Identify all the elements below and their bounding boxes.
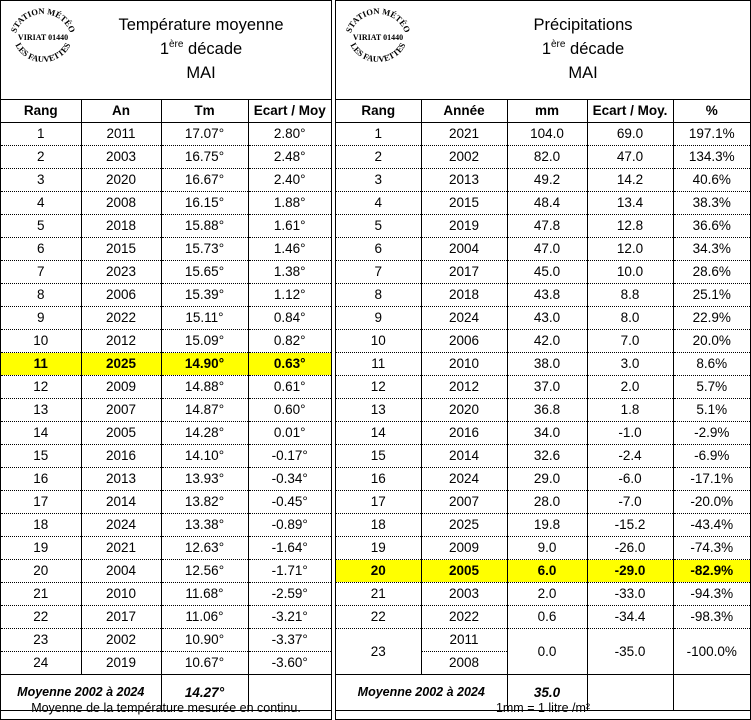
precipitation-cell: 6 bbox=[336, 238, 421, 261]
temperature-footer: Moyenne de la température mesurée en continu. bbox=[31, 701, 301, 715]
precipitation-cell: 2020 bbox=[421, 399, 507, 422]
precipitation-cell: 22 bbox=[336, 606, 421, 629]
precipitation-cell: 20 bbox=[336, 560, 421, 583]
temperature-cell: -1.71° bbox=[248, 560, 331, 583]
station-stamp-logo bbox=[5, 4, 81, 70]
precipitation-row bbox=[336, 238, 750, 261]
temperature-row bbox=[1, 629, 331, 652]
temperature-cell: 13.82° bbox=[161, 491, 248, 514]
precipitation-cell: -82.9% bbox=[673, 560, 750, 583]
precipitation-cell: 5.7% bbox=[673, 376, 750, 399]
temperature-cell: 14.90° bbox=[161, 353, 248, 376]
temperature-table bbox=[1, 100, 331, 711]
precipitation-cell: 36.6% bbox=[673, 215, 750, 238]
precipitation-cell: 19 bbox=[336, 537, 421, 560]
temperature-cell: -0.89° bbox=[248, 514, 331, 537]
precipitation-cell: -74.3% bbox=[673, 537, 750, 560]
temperature-cell: 0.01° bbox=[248, 422, 331, 445]
precipitation-table bbox=[336, 100, 750, 711]
precipitation-cell: -26.0 bbox=[587, 537, 673, 560]
precipitation-cell: 2018 bbox=[421, 284, 507, 307]
precipitation-cell: 38.0 bbox=[507, 353, 587, 376]
temperature-title: Température moyenne bbox=[118, 16, 284, 34]
temperature-cell: 2013 bbox=[81, 468, 161, 491]
svg-text:VIRIAT 01440: VIRIAT 01440 bbox=[17, 33, 69, 42]
temperature-cell: 19 bbox=[1, 537, 81, 560]
temperature-cell: 15.11° bbox=[161, 307, 248, 330]
temperature-cell: -1.64° bbox=[248, 537, 331, 560]
precipitation-cell: -1.0 bbox=[587, 422, 673, 445]
temperature-cell: 2011 bbox=[81, 123, 161, 146]
temperature-cell: 2009 bbox=[81, 376, 161, 399]
temperature-cell: -0.34° bbox=[248, 468, 331, 491]
precipitation-row bbox=[336, 537, 750, 560]
precipitation-cell: -29.0 bbox=[587, 560, 673, 583]
temperature-cell: 2.48° bbox=[248, 146, 331, 169]
temperature-cell: 2.80° bbox=[248, 123, 331, 146]
temperature-row bbox=[1, 560, 331, 583]
col-ecart: Ecart / Moy. bbox=[587, 100, 673, 123]
precipitation-cell: 104.0 bbox=[507, 123, 587, 146]
precipitation-cell: -6.0 bbox=[587, 468, 673, 491]
precipitation-cell: 82.0 bbox=[507, 146, 587, 169]
tie-pct: -100.0% bbox=[673, 629, 750, 675]
precipitation-row bbox=[336, 192, 750, 215]
precipitation-cell: 2015 bbox=[421, 192, 507, 215]
precipitation-cell: 2024 bbox=[421, 468, 507, 491]
precipitation-cell: 2007 bbox=[421, 491, 507, 514]
precipitation-header bbox=[336, 1, 750, 100]
temperature-cell: 1.61° bbox=[248, 215, 331, 238]
temperature-decade: 1ère décade bbox=[159, 39, 243, 58]
precipitation-cell: 16 bbox=[336, 468, 421, 491]
temperature-cell: 6 bbox=[1, 238, 81, 261]
temperature-cell: 2002 bbox=[81, 629, 161, 652]
precipitation-cell: 25.1% bbox=[673, 284, 750, 307]
precipitation-row bbox=[336, 491, 750, 514]
temperature-cell: 16.67° bbox=[161, 169, 248, 192]
precipitation-cell: 10.0 bbox=[587, 261, 673, 284]
temperature-row bbox=[1, 468, 331, 491]
temperature-cell: 2014 bbox=[81, 491, 161, 514]
precipitation-cell: 2022 bbox=[421, 606, 507, 629]
precipitation-cell: 49.2 bbox=[507, 169, 587, 192]
temperature-cell: 8 bbox=[1, 284, 81, 307]
precipitation-cell: 2005 bbox=[421, 560, 507, 583]
precipitation-cell: 0.6 bbox=[507, 606, 587, 629]
precipitation-row bbox=[336, 514, 750, 537]
temperature-cell: 16 bbox=[1, 468, 81, 491]
precipitation-cell: 8.0 bbox=[587, 307, 673, 330]
temperature-cell: 22 bbox=[1, 606, 81, 629]
precipitation-cell: 14 bbox=[336, 422, 421, 445]
temperature-cell: 2020 bbox=[81, 169, 161, 192]
precipitation-cell: 22.9% bbox=[673, 307, 750, 330]
temperature-cell: 13 bbox=[1, 399, 81, 422]
temperature-cell: 14 bbox=[1, 422, 81, 445]
precipitation-cell: 12 bbox=[336, 376, 421, 399]
precipitation-cell: -33.0 bbox=[587, 583, 673, 606]
temperature-row bbox=[1, 123, 331, 146]
temperature-row bbox=[1, 307, 331, 330]
temperature-cell: 13.38° bbox=[161, 514, 248, 537]
col-mm: mm bbox=[507, 100, 587, 123]
temperature-cell: 11.68° bbox=[161, 583, 248, 606]
temperature-cell: 16.75° bbox=[161, 146, 248, 169]
precipitation-cell: 14.2 bbox=[587, 169, 673, 192]
precipitation-row bbox=[336, 560, 750, 583]
temperature-row bbox=[1, 215, 331, 238]
temperature-cell: 9 bbox=[1, 307, 81, 330]
precipitation-row bbox=[336, 606, 750, 629]
precipitation-row bbox=[336, 215, 750, 238]
precipitation-cell: 43.8 bbox=[507, 284, 587, 307]
precipitation-cell: 2009 bbox=[421, 537, 507, 560]
precipitation-cell: 15 bbox=[336, 445, 421, 468]
temperature-cell: 24 bbox=[1, 652, 81, 675]
temperature-cell: 2006 bbox=[81, 284, 161, 307]
temperature-cell: 4 bbox=[1, 192, 81, 215]
temperature-cell: 0.63° bbox=[248, 353, 331, 376]
precipitation-row bbox=[336, 307, 750, 330]
precipitation-cell: 197.1% bbox=[673, 123, 750, 146]
station-stamp-logo bbox=[340, 4, 416, 70]
precipitation-cell: 36.8 bbox=[507, 399, 587, 422]
temperature-cell: 12.56° bbox=[161, 560, 248, 583]
temperature-cell: 11.06° bbox=[161, 606, 248, 629]
temperature-row bbox=[1, 284, 331, 307]
svg-text:LES FAUVETTES: LES FAUVETTES bbox=[13, 40, 73, 65]
precipitation-cell: 8 bbox=[336, 284, 421, 307]
precipitation-cell: 2012 bbox=[421, 376, 507, 399]
temperature-cell: 0.60° bbox=[248, 399, 331, 422]
temperature-cell: 16.15° bbox=[161, 192, 248, 215]
precipitation-cell: 37.0 bbox=[507, 376, 587, 399]
temperature-cell: 15.73° bbox=[161, 238, 248, 261]
precipitation-cell: 34.3% bbox=[673, 238, 750, 261]
precipitation-row bbox=[336, 330, 750, 353]
precipitation-cell: 9.0 bbox=[507, 537, 587, 560]
temperature-cell: 1.38° bbox=[248, 261, 331, 284]
temperature-cell: 2010 bbox=[81, 583, 161, 606]
temperature-row bbox=[1, 192, 331, 215]
temperature-cell: -2.59° bbox=[248, 583, 331, 606]
precipitation-cell: 2.0 bbox=[507, 583, 587, 606]
temperature-row bbox=[1, 583, 331, 606]
temperature-cell: 2007 bbox=[81, 399, 161, 422]
col-rang: Rang bbox=[336, 100, 421, 123]
precipitation-cell: 32.6 bbox=[507, 445, 587, 468]
precipitation-cell: 10 bbox=[336, 330, 421, 353]
precipitation-decade: 1ère décade bbox=[541, 39, 625, 58]
temperature-cell: 14.87° bbox=[161, 399, 248, 422]
temperature-cell: 21 bbox=[1, 583, 81, 606]
temperature-cell: 2015 bbox=[81, 238, 161, 261]
precipitation-row bbox=[336, 261, 750, 284]
precipitation-cell: 40.6% bbox=[673, 169, 750, 192]
temperature-cell: 2008 bbox=[81, 192, 161, 215]
col-ecart: Ecart / Moy bbox=[248, 100, 331, 123]
precipitation-cell: 134.3% bbox=[673, 146, 750, 169]
temperature-row bbox=[1, 238, 331, 261]
temperature-cell: -3.60° bbox=[248, 652, 331, 675]
temperature-average-value: 14.27° bbox=[161, 675, 248, 711]
tie-ecart: -35.0 bbox=[587, 629, 673, 675]
svg-text:VIRIAT 01440: VIRIAT 01440 bbox=[352, 33, 404, 42]
temperature-cell: 7 bbox=[1, 261, 81, 284]
precipitation-cell: 47.8 bbox=[507, 215, 587, 238]
precipitation-cell: 2025 bbox=[421, 514, 507, 537]
tie-rank: 23 bbox=[336, 629, 421, 675]
precipitation-cell: -98.3% bbox=[673, 606, 750, 629]
temperature-cell: 0.82° bbox=[248, 330, 331, 353]
temperature-cell: 2012 bbox=[81, 330, 161, 353]
temperature-cell: 1 bbox=[1, 123, 81, 146]
temperature-header-row bbox=[1, 100, 331, 123]
precipitation-cell: 4 bbox=[336, 192, 421, 215]
temperature-row bbox=[1, 376, 331, 399]
temperature-row bbox=[1, 399, 331, 422]
precipitation-cell: 43.0 bbox=[507, 307, 587, 330]
temperature-cell: 0.84° bbox=[248, 307, 331, 330]
temperature-cell: -0.45° bbox=[248, 491, 331, 514]
col-tm: Tm bbox=[161, 100, 248, 123]
temperature-row bbox=[1, 261, 331, 284]
temperature-cell: 15.39° bbox=[161, 284, 248, 307]
precipitation-cell: 3.0 bbox=[587, 353, 673, 376]
precipitation-cell: 17 bbox=[336, 491, 421, 514]
temperature-cell: 14.88° bbox=[161, 376, 248, 399]
temperature-cell: 2 bbox=[1, 146, 81, 169]
temperature-average-label: Moyenne 2002 à 2024 bbox=[1, 675, 161, 711]
temperature-cell: 5 bbox=[1, 215, 81, 238]
precipitation-cell: 2004 bbox=[421, 238, 507, 261]
temperature-row bbox=[1, 606, 331, 629]
svg-text:STATION MÉTÉO: STATION MÉTÉO bbox=[343, 5, 413, 34]
precipitation-cell: 7 bbox=[336, 261, 421, 284]
precipitation-cell: -17.1% bbox=[673, 468, 750, 491]
precipitation-cell: 47.0 bbox=[507, 238, 587, 261]
precipitation-cell: 2002 bbox=[421, 146, 507, 169]
precipitation-cell: 2014 bbox=[421, 445, 507, 468]
temperature-row bbox=[1, 146, 331, 169]
temperature-cell: 1.88° bbox=[248, 192, 331, 215]
precipitation-cell: 29.0 bbox=[507, 468, 587, 491]
temperature-cell: 15.65° bbox=[161, 261, 248, 284]
precipitation-cell: 7.0 bbox=[587, 330, 673, 353]
temperature-cell: 15.09° bbox=[161, 330, 248, 353]
precipitation-cell: -2.9% bbox=[673, 422, 750, 445]
precipitation-cell: 2021 bbox=[421, 123, 507, 146]
precipitation-cell: -7.0 bbox=[587, 491, 673, 514]
precipitation-average-label: Moyenne 2002 à 2024 bbox=[336, 675, 507, 711]
col-an: An bbox=[81, 100, 161, 123]
temperature-cell: 14.28° bbox=[161, 422, 248, 445]
temperature-row bbox=[1, 491, 331, 514]
temperature-title-block bbox=[71, 13, 331, 85]
temperature-cell: 20 bbox=[1, 560, 81, 583]
precipitation-cell: 38.3% bbox=[673, 192, 750, 215]
precipitation-cell: 9 bbox=[336, 307, 421, 330]
temperature-header bbox=[1, 1, 331, 100]
temperature-row bbox=[1, 353, 331, 376]
temperature-cell: 1.46° bbox=[248, 238, 331, 261]
precipitation-cell: 3 bbox=[336, 169, 421, 192]
temperature-cell: 2017 bbox=[81, 606, 161, 629]
temperature-row bbox=[1, 514, 331, 537]
temperature-cell: 2003 bbox=[81, 146, 161, 169]
temperature-cell: 2024 bbox=[81, 514, 161, 537]
temperature-cell: 2019 bbox=[81, 652, 161, 675]
precipitation-cell: 2024 bbox=[421, 307, 507, 330]
col-rang: Rang bbox=[1, 100, 81, 123]
precipitation-cell: 48.4 bbox=[507, 192, 587, 215]
precipitation-cell: -43.4% bbox=[673, 514, 750, 537]
precipitation-cell: 28.0 bbox=[507, 491, 587, 514]
temperature-row bbox=[1, 169, 331, 192]
precipitation-cell: -2.4 bbox=[587, 445, 673, 468]
temperature-row bbox=[1, 652, 331, 675]
precipitation-cell: 1 bbox=[336, 123, 421, 146]
precipitation-panel bbox=[335, 0, 751, 720]
precipitation-cell: 28.6% bbox=[673, 261, 750, 284]
svg-text:STATION MÉTÉO: STATION MÉTÉO bbox=[8, 5, 78, 34]
precipitation-row bbox=[336, 376, 750, 399]
precipitation-cell: 21 bbox=[336, 583, 421, 606]
temperature-cell: 2023 bbox=[81, 261, 161, 284]
temperature-cell: 2025 bbox=[81, 353, 161, 376]
precipitation-row bbox=[336, 169, 750, 192]
precipitation-cell: 19.8 bbox=[507, 514, 587, 537]
temperature-cell: 10.67° bbox=[161, 652, 248, 675]
temperature-cell: 2018 bbox=[81, 215, 161, 238]
precipitation-cell: 47.0 bbox=[587, 146, 673, 169]
temperature-cell: -0.17° bbox=[248, 445, 331, 468]
temperature-row bbox=[1, 537, 331, 560]
temperature-cell: 10.90° bbox=[161, 629, 248, 652]
temperature-row bbox=[1, 422, 331, 445]
temperature-cell: -3.37° bbox=[248, 629, 331, 652]
tie-year: 2011 bbox=[422, 629, 507, 652]
precipitation-cell: 2006 bbox=[421, 330, 507, 353]
precipitation-cell: -20.0% bbox=[673, 491, 750, 514]
precipitation-cell: 13.4 bbox=[587, 192, 673, 215]
precipitation-row bbox=[336, 284, 750, 307]
precipitation-footer: 1mm = 1 litre /m² bbox=[495, 701, 591, 715]
temperature-panel bbox=[0, 0, 332, 720]
svg-text:LES FAUVETTES: LES FAUVETTES bbox=[348, 40, 408, 65]
precipitation-cell: 69.0 bbox=[587, 123, 673, 146]
temperature-cell: 11 bbox=[1, 353, 81, 376]
temperature-row bbox=[1, 330, 331, 353]
precipitation-tie-row bbox=[336, 629, 750, 675]
precipitation-cell: -6.9% bbox=[673, 445, 750, 468]
precipitation-cell: 34.0 bbox=[507, 422, 587, 445]
precipitation-cell: 20.0% bbox=[673, 330, 750, 353]
temperature-month: MAI bbox=[186, 64, 216, 82]
temperature-cell: 17.07° bbox=[161, 123, 248, 146]
precipitation-row bbox=[336, 583, 750, 606]
temperature-cell: 2021 bbox=[81, 537, 161, 560]
tie-years bbox=[421, 629, 507, 675]
temperature-cell: 15.88° bbox=[161, 215, 248, 238]
precipitation-cell: 2.0 bbox=[587, 376, 673, 399]
precipitation-cell: 12.0 bbox=[587, 238, 673, 261]
precipitation-cell: 1.8 bbox=[587, 399, 673, 422]
precipitation-cell: 2010 bbox=[421, 353, 507, 376]
temperature-cell: 0.61° bbox=[248, 376, 331, 399]
temperature-cell: 12 bbox=[1, 376, 81, 399]
precipitation-cell: 18 bbox=[336, 514, 421, 537]
precipitation-row bbox=[336, 445, 750, 468]
precipitation-cell: -94.3% bbox=[673, 583, 750, 606]
col-pct: % bbox=[673, 100, 750, 123]
precipitation-cell: 2016 bbox=[421, 422, 507, 445]
temperature-row bbox=[1, 445, 331, 468]
precipitation-month: MAI bbox=[568, 64, 598, 82]
precipitation-cell: 11 bbox=[336, 353, 421, 376]
precipitation-cell: 12.8 bbox=[587, 215, 673, 238]
precipitation-cell: 2003 bbox=[421, 583, 507, 606]
precipitation-row bbox=[336, 353, 750, 376]
temperature-cell: 18 bbox=[1, 514, 81, 537]
temperature-cell: 12.63° bbox=[161, 537, 248, 560]
temperature-cell: 17 bbox=[1, 491, 81, 514]
precipitation-title: Précipitations bbox=[533, 16, 633, 34]
temperature-cell: 3 bbox=[1, 169, 81, 192]
temperature-cell: 2005 bbox=[81, 422, 161, 445]
temperature-cell: 15 bbox=[1, 445, 81, 468]
precipitation-row bbox=[336, 468, 750, 491]
precipitation-row bbox=[336, 146, 750, 169]
precipitation-row bbox=[336, 399, 750, 422]
precipitation-cell: 8.6% bbox=[673, 353, 750, 376]
precipitation-row bbox=[336, 123, 750, 146]
precipitation-average-value: 35.0 bbox=[507, 675, 587, 711]
col-annee: Année bbox=[421, 100, 507, 123]
precipitation-cell: 6.0 bbox=[507, 560, 587, 583]
precipitation-row bbox=[336, 422, 750, 445]
precipitation-cell: 8.8 bbox=[587, 284, 673, 307]
precipitation-cell: 42.0 bbox=[507, 330, 587, 353]
precipitation-cell: 2017 bbox=[421, 261, 507, 284]
precipitation-cell: 2019 bbox=[421, 215, 507, 238]
temperature-cell: -3.21° bbox=[248, 606, 331, 629]
precipitation-cell: 5 bbox=[336, 215, 421, 238]
precipitation-title-block bbox=[416, 13, 750, 85]
temperature-cell: 14.10° bbox=[161, 445, 248, 468]
precipitation-cell: -34.4 bbox=[587, 606, 673, 629]
temperature-cell: 13.93° bbox=[161, 468, 248, 491]
tie-year: 2008 bbox=[448, 655, 480, 670]
precipitation-cell: 2013 bbox=[421, 169, 507, 192]
precipitation-cell: -15.2 bbox=[587, 514, 673, 537]
temperature-cell: 10 bbox=[1, 330, 81, 353]
tie-mm: 0.0 bbox=[507, 629, 587, 675]
precipitation-cell: 13 bbox=[336, 399, 421, 422]
precipitation-cell: 2 bbox=[336, 146, 421, 169]
temperature-cell: 23 bbox=[1, 629, 81, 652]
precipitation-header-row bbox=[336, 100, 750, 123]
precipitation-cell: 5.1% bbox=[673, 399, 750, 422]
temperature-cell: 2.40° bbox=[248, 169, 331, 192]
temperature-cell: 1.12° bbox=[248, 284, 331, 307]
precipitation-cell: 45.0 bbox=[507, 261, 587, 284]
temperature-cell: 2016 bbox=[81, 445, 161, 468]
temperature-cell: 2022 bbox=[81, 307, 161, 330]
temperature-cell: 2004 bbox=[81, 560, 161, 583]
